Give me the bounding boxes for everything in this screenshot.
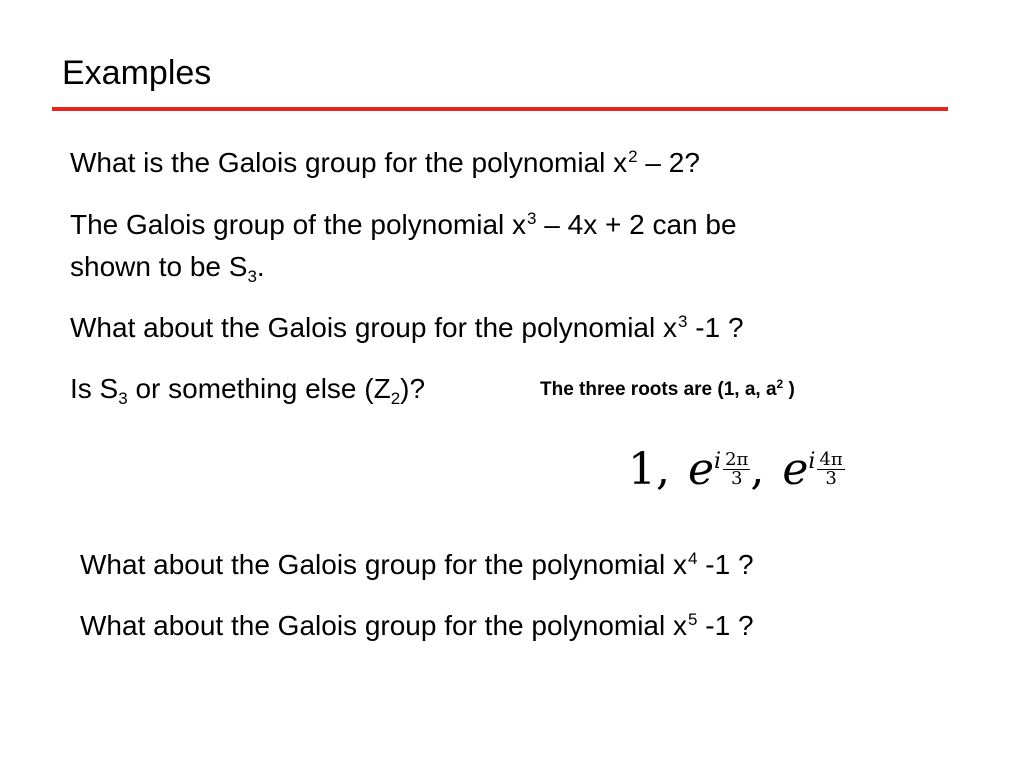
root-two-exponent (714, 451, 750, 488)
question-x2-text: What is the Galois group for the polynomial x (70, 147, 628, 178)
statement-x3-tail: – 4x + 2 can be (536, 209, 737, 240)
root-two-base: e (687, 444, 715, 495)
root-three-imaginary: i (808, 449, 816, 474)
roots-note-tail: ) (783, 379, 795, 400)
question-s3 (70, 372, 425, 406)
roots-note-text: The three roots are (1, a, a (540, 379, 777, 400)
question-x2-exponent: 2 (628, 147, 638, 166)
question-s3-pre: Is S (70, 373, 119, 404)
root-two-imaginary: i (714, 449, 722, 474)
question-x4-tail: -1 ? (697, 549, 754, 580)
root-three-numerator: 4π (819, 449, 843, 470)
statement-x3-exponent: 3 (527, 209, 537, 228)
root-three-exponent (808, 451, 844, 488)
question-s3-mid: or something else (Z (127, 373, 391, 404)
question-z2-subscript: 2 (390, 389, 401, 408)
root-separator: , (750, 444, 765, 495)
question-x4 (80, 548, 754, 582)
root-two-fraction (723, 451, 750, 488)
statement-x3-text: The Galois group of the polynomial x (70, 209, 527, 240)
question-x4-exponent: 4 (688, 549, 698, 568)
question-x5-exponent: 5 (688, 610, 698, 629)
question-s3-subscript: 3 (118, 389, 128, 408)
question-x3 (70, 311, 744, 345)
root-three-base: e (782, 444, 809, 495)
root-three-fraction (817, 451, 844, 488)
question-x2 (70, 146, 700, 180)
question-x2-tail: – 2? (637, 147, 700, 178)
root-two-numerator: 2π (725, 449, 749, 470)
statement-x3-line2 (70, 250, 265, 284)
question-x5-tail: -1 ? (697, 610, 754, 641)
question-x4-text: What about the Galois group for the polynomial x (80, 549, 688, 580)
roots-note (540, 378, 795, 402)
roots-note-exponent: 2 (776, 377, 784, 391)
question-x3-text: What about the Galois group for the polynomial x (70, 312, 678, 343)
question-x3-tail: -1 ? (687, 312, 744, 343)
statement-x3-line1 (70, 208, 737, 242)
roots-formula (628, 440, 845, 500)
root-one: 1, (628, 444, 670, 495)
statement-s3-subscript: 3 (247, 267, 257, 286)
root-three-denominator: 3 (825, 468, 837, 489)
question-x5 (80, 609, 754, 643)
title-divider (52, 107, 948, 111)
statement-s3-text: shown to be S (70, 251, 248, 282)
question-x5-text: What about the Galois group for the polynomial x (80, 610, 688, 641)
root-two-denominator: 3 (731, 468, 743, 489)
question-x3-exponent: 3 (678, 312, 688, 331)
question-s3-tail: )? (400, 373, 426, 404)
statement-s3-tail: . (256, 251, 265, 282)
slide-title: Examples (62, 54, 212, 92)
